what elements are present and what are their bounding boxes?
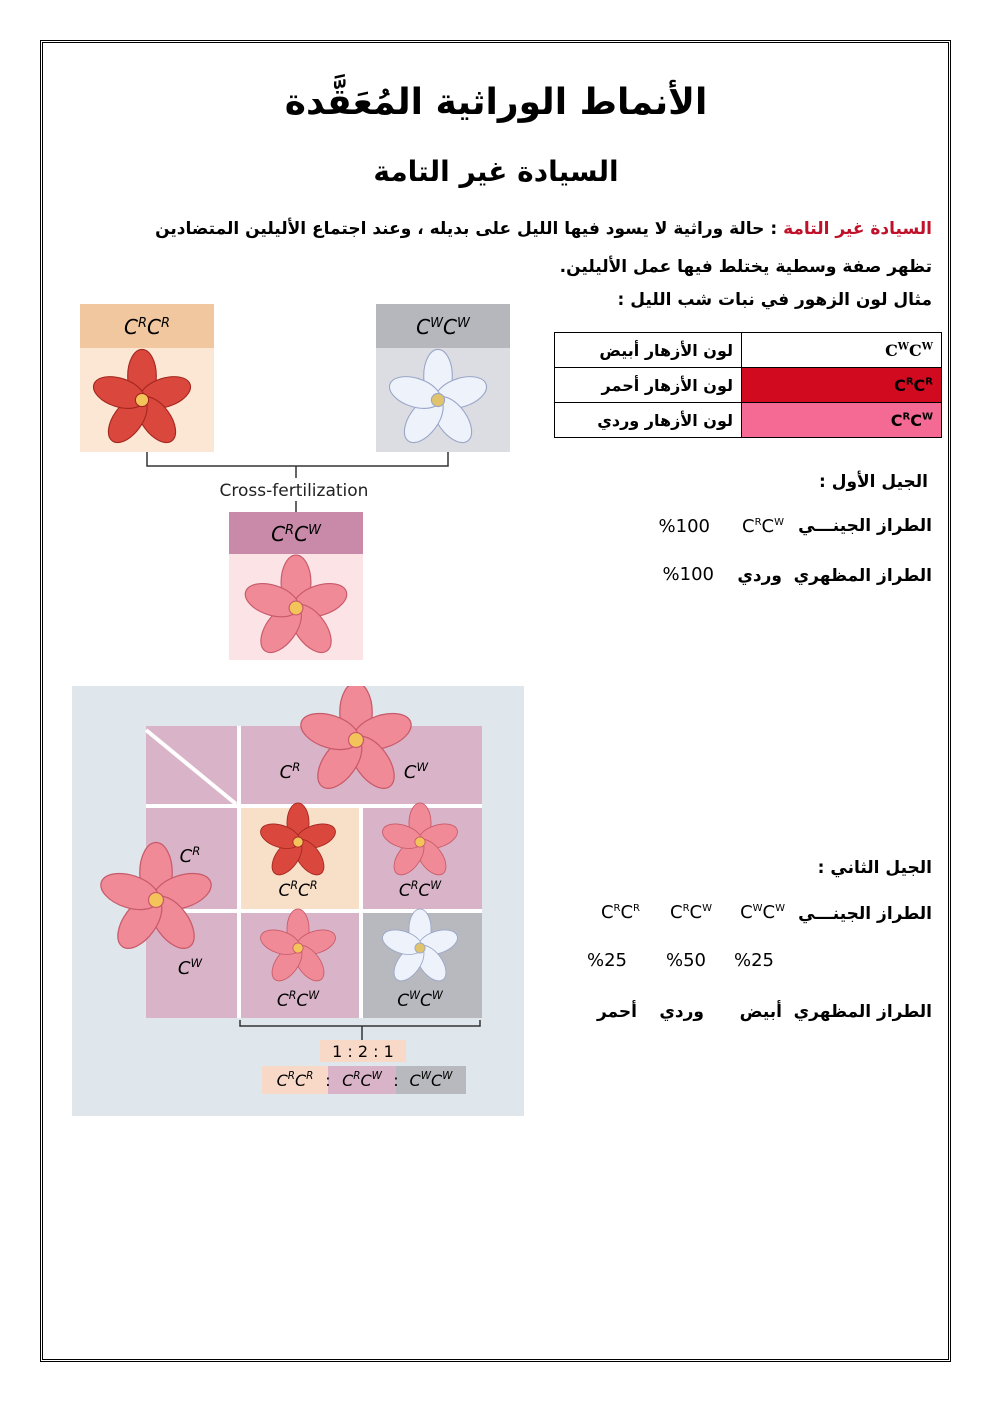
gen2-percent-3: %25 <box>586 950 627 971</box>
allele-superscript: W <box>371 1070 382 1082</box>
allele-base: C <box>179 846 193 867</box>
table-row-pink <box>555 403 942 438</box>
gen2-phenotype-3: أحمر <box>596 1002 637 1022</box>
table-label: لون الأزهار أبيض <box>555 333 742 368</box>
definition-term: السيادة غير التامة <box>783 219 932 239</box>
definition-line-1 <box>52 210 932 248</box>
punnett-figure <box>72 686 524 1116</box>
allele-superscript: W <box>430 879 442 892</box>
allele-base: C <box>294 522 309 546</box>
cross-label: Cross-fertilization <box>219 481 369 501</box>
allele-base: C <box>409 1071 421 1090</box>
allele-base: C <box>443 315 457 339</box>
gen2-phenotype-2: وردي <box>659 1002 704 1022</box>
allele-superscript: W <box>409 989 420 1002</box>
gen2-genotype-3: $C^RC^R$ <box>600 902 640 923</box>
gen2-phenotype-1: أبيض <box>739 1002 782 1022</box>
gen2-genotype-row <box>572 902 932 930</box>
table-label: لون الأزهار وردي <box>555 403 742 438</box>
definition-paragraph <box>52 210 932 286</box>
ratio-separator: : <box>325 1071 331 1090</box>
allele-superscript: R <box>192 844 201 858</box>
allele-superscript: R <box>290 879 298 892</box>
gen2-percent-row <box>572 950 932 978</box>
gen2-phenotype-label: الطراز المظهري <box>793 1002 932 1022</box>
allele-base: C <box>418 881 431 901</box>
gen1-genotype-pct: %100 <box>658 516 710 537</box>
allele-superscript: W <box>442 1070 453 1082</box>
ratio-label: 1 : 2 : 1 <box>332 1042 394 1061</box>
gen1-heading: الجيل الأول : <box>818 472 928 492</box>
allele-base: C <box>416 315 431 339</box>
cross-figure <box>70 296 530 668</box>
allele-base: C <box>271 522 286 546</box>
allele-base: C <box>276 1071 288 1090</box>
gen2-percent-2: %50 <box>665 950 706 971</box>
ratio-separator: : <box>393 1071 399 1090</box>
page-title: الأنماط الوراثية المُعَقَّدة <box>284 82 708 123</box>
allele-superscript: R <box>410 879 419 892</box>
page-subtitle: السيادة غير التامة <box>373 155 619 188</box>
allele-superscript: R <box>285 523 295 538</box>
allele-superscript: R <box>137 316 147 331</box>
gen1-genotype-label: الطراز الجينـــي <box>798 516 932 536</box>
gen2-genotype-2: $C^RC^W$ <box>670 902 712 923</box>
allele-superscript: R <box>353 1070 361 1082</box>
allele-base: C <box>420 991 432 1011</box>
gen2-genotype-label: الطراز الجينـــي <box>798 904 932 924</box>
allele-base: C <box>295 1071 307 1090</box>
allele-base: C <box>147 315 161 339</box>
gen1-phenotype-value: وردي <box>737 566 782 586</box>
table-row-white <box>555 333 942 368</box>
gen2-percent-1: %25 <box>733 950 774 971</box>
allele-base: C <box>360 1071 372 1090</box>
allele-base: C <box>278 881 291 901</box>
gen1-genotype-value: $C^RC^W$ <box>742 516 784 537</box>
allele-superscript: R <box>306 1070 314 1082</box>
gen2-phenotype-row <box>572 1002 932 1030</box>
allele-superscript: W <box>431 989 443 1002</box>
allele-superscript: R <box>287 1070 295 1082</box>
allele-base: C <box>279 762 293 783</box>
table-row-red <box>555 368 942 403</box>
allele-superscript: W <box>190 956 203 970</box>
gen2-genotype-1: $C^WC^W$ <box>740 902 785 923</box>
allele-base: C <box>403 762 417 783</box>
allele-superscript: W <box>456 316 470 331</box>
allele-superscript: R <box>288 989 297 1002</box>
gen1-phenotype-row <box>632 566 932 594</box>
allele-base: C <box>397 991 410 1011</box>
flower-color-table <box>554 332 942 438</box>
allele-base: C <box>298 881 310 901</box>
gen1-phenotype-pct: %100 <box>662 564 714 585</box>
allele-base: C <box>296 991 309 1011</box>
cross-connector <box>147 452 448 466</box>
allele-base: C <box>276 991 289 1011</box>
genotype-cell-red: $C^RC^R$ <box>742 368 942 403</box>
gen1-genotype-row <box>632 516 932 544</box>
allele-superscript: W <box>420 1070 431 1082</box>
definition-text: حالة وراثية لا يسود فيها الليل على بديله ، وعند اجتماع الأليلين المتضادين <box>155 219 765 239</box>
allele-base: C <box>431 1071 443 1090</box>
allele-superscript: R <box>309 879 318 892</box>
allele-base: C <box>398 881 411 901</box>
table-label: لون الأزهار أحمر <box>555 368 742 403</box>
allele-superscript: W <box>308 523 321 538</box>
definition-line-2: تظهر صفة وسطية يختلط فيها عمل الأليلين. <box>559 257 932 277</box>
gen1-phenotype-label: الطراز المظهري <box>793 566 932 586</box>
allele-base: C <box>177 958 191 979</box>
genotype-cell-pink: $C^RC^W$ <box>742 403 942 438</box>
genotype-cell-white: $C^WC^W$ <box>742 333 942 368</box>
allele-superscript: R <box>160 316 171 331</box>
allele-superscript: W <box>430 316 443 331</box>
allele-superscript: W <box>308 989 320 1002</box>
allele-base: C <box>123 315 138 339</box>
gen2-heading: الجيل الثاني : <box>817 858 932 878</box>
allele-superscript: W <box>416 760 429 774</box>
allele-superscript: R <box>292 760 301 774</box>
allele-base: C <box>342 1071 354 1090</box>
example-heading: مثال لون الزهور في نبات شب الليل : <box>617 290 932 310</box>
definition-colon: : <box>764 219 784 239</box>
